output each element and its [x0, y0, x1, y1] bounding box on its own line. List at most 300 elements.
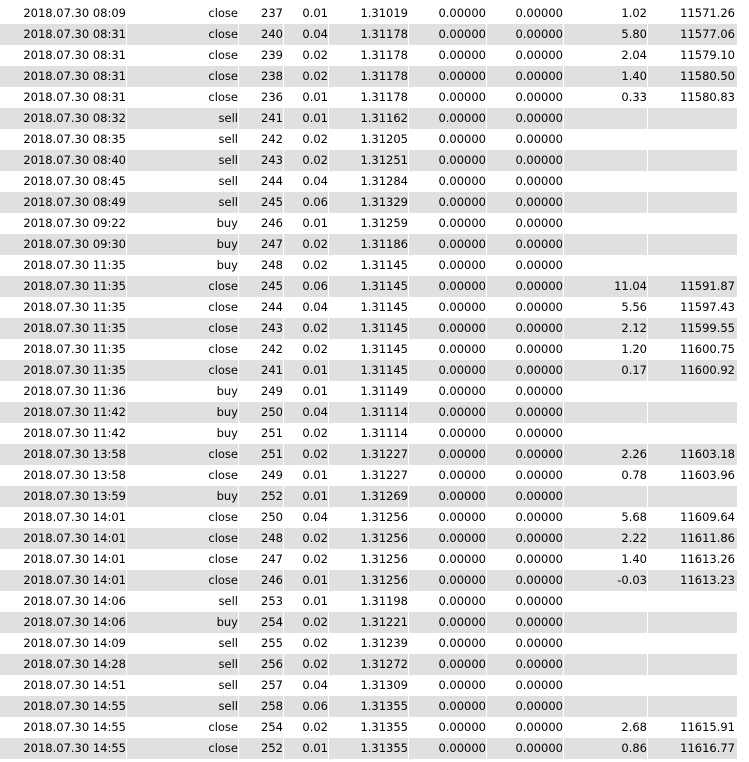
column-divider — [563, 24, 564, 45]
cell-order: 255 — [261, 636, 283, 650]
cell-order: 238 — [261, 69, 283, 83]
cell-price: 1.31114 — [360, 426, 408, 440]
column-divider — [126, 234, 127, 255]
column-divider — [737, 24, 738, 45]
column-divider — [238, 150, 239, 171]
cell-take-profit: 0.00000 — [515, 636, 563, 650]
table-row[interactable] — [0, 507, 738, 528]
cell-take-profit: 0.00000 — [515, 405, 563, 419]
cell-type: close — [208, 6, 238, 20]
cell-order: 254 — [261, 720, 283, 734]
cell-profit — [564, 255, 647, 276]
cell-price: 1.31272 — [360, 657, 408, 671]
column-divider — [563, 339, 564, 360]
cell-take-profit: 0.00000 — [515, 195, 563, 209]
cell-time: 2018.07.30 11:35 — [23, 300, 126, 314]
column-divider — [328, 108, 329, 129]
cell-take-profit: 0.00000 — [515, 699, 563, 713]
cell-balance: 11616.77 — [680, 741, 735, 755]
column-divider — [563, 45, 564, 66]
table-row[interactable] — [0, 381, 738, 402]
cell-profit — [564, 150, 647, 171]
column-divider — [647, 108, 648, 129]
column-divider — [328, 3, 329, 24]
cell-take-profit: 0.00000 — [515, 321, 563, 335]
table-row[interactable] — [0, 444, 738, 465]
table-row[interactable] — [0, 486, 738, 507]
column-divider — [283, 339, 284, 360]
cell-balance: 11613.23 — [680, 573, 735, 587]
column-divider — [737, 570, 738, 591]
cell-time: 2018.07.30 14:06 — [23, 594, 126, 608]
column-divider — [238, 549, 239, 570]
column-divider — [737, 591, 738, 612]
cell-time: 2018.07.30 08:09 — [23, 6, 126, 20]
cell-stop-loss: 0.00000 — [438, 447, 486, 461]
table-row[interactable] — [0, 45, 738, 66]
cell-time: 2018.07.30 08:31 — [23, 27, 126, 41]
cell-type: close — [208, 741, 238, 755]
cell-balance: 11580.50 — [680, 69, 735, 83]
cell-time: 2018.07.30 11:42 — [23, 405, 126, 419]
table-row[interactable] — [0, 276, 738, 297]
column-divider — [238, 255, 239, 276]
table-row[interactable] — [0, 717, 738, 738]
table-row[interactable] — [0, 129, 738, 150]
cell-balance — [648, 234, 735, 255]
column-divider — [486, 171, 487, 192]
column-divider — [283, 423, 284, 444]
column-divider — [563, 234, 564, 255]
column-divider — [737, 192, 738, 213]
column-divider — [408, 612, 409, 633]
cell-time: 2018.07.30 11:42 — [23, 426, 126, 440]
table-row[interactable] — [0, 423, 738, 444]
table-row[interactable] — [0, 612, 738, 633]
cell-price: 1.31145 — [360, 363, 408, 377]
column-divider — [283, 255, 284, 276]
table-row[interactable] — [0, 570, 738, 591]
table-row[interactable] — [0, 192, 738, 213]
column-divider — [328, 570, 329, 591]
cell-price: 1.31205 — [360, 132, 408, 146]
cell-profit — [564, 654, 647, 675]
cell-profit — [564, 591, 647, 612]
cell-size: 0.01 — [302, 6, 328, 20]
column-divider — [126, 570, 127, 591]
cell-take-profit: 0.00000 — [515, 279, 563, 293]
column-divider — [126, 591, 127, 612]
column-divider — [486, 129, 487, 150]
table-row[interactable] — [0, 87, 738, 108]
cell-price: 1.31019 — [360, 6, 408, 20]
column-divider — [238, 87, 239, 108]
column-divider — [647, 381, 648, 402]
cell-order: 258 — [261, 699, 283, 713]
table-row[interactable] — [0, 234, 738, 255]
table-row[interactable] — [0, 255, 738, 276]
column-divider — [126, 66, 127, 87]
column-divider — [283, 66, 284, 87]
column-divider — [408, 738, 409, 759]
column-divider — [238, 738, 239, 759]
column-divider — [238, 528, 239, 549]
column-divider — [328, 213, 329, 234]
column-divider — [408, 591, 409, 612]
cell-price: 1.31355 — [360, 699, 408, 713]
cell-take-profit: 0.00000 — [515, 132, 563, 146]
cell-time: 2018.07.30 11:35 — [23, 321, 126, 335]
cell-type: close — [208, 447, 238, 461]
column-divider — [238, 465, 239, 486]
cell-size: 0.02 — [302, 258, 328, 272]
table-row[interactable] — [0, 528, 738, 549]
column-divider — [283, 318, 284, 339]
column-divider — [737, 696, 738, 717]
table-row[interactable] — [0, 402, 738, 423]
column-divider — [328, 633, 329, 654]
column-divider — [283, 213, 284, 234]
cell-order: 242 — [261, 132, 283, 146]
cell-stop-loss: 0.00000 — [438, 510, 486, 524]
cell-size: 0.04 — [302, 405, 328, 419]
cell-price: 1.31256 — [360, 552, 408, 566]
column-divider — [563, 108, 564, 129]
column-divider — [328, 486, 329, 507]
column-divider — [486, 402, 487, 423]
column-divider — [283, 633, 284, 654]
cell-balance — [648, 171, 735, 192]
cell-type: close — [208, 279, 238, 293]
cell-size: 0.02 — [302, 426, 328, 440]
cell-order: 243 — [261, 153, 283, 167]
cell-order: 240 — [261, 27, 283, 41]
column-divider — [486, 234, 487, 255]
column-divider — [486, 654, 487, 675]
cell-stop-loss: 0.00000 — [438, 594, 486, 608]
column-divider — [563, 549, 564, 570]
column-divider — [408, 45, 409, 66]
column-divider — [238, 213, 239, 234]
column-divider — [238, 45, 239, 66]
cell-profit — [564, 192, 647, 213]
column-divider — [408, 255, 409, 276]
cell-time: 2018.07.30 08:31 — [23, 90, 126, 104]
cell-type: close — [208, 510, 238, 524]
cell-type: sell — [218, 699, 238, 713]
column-divider — [647, 129, 648, 150]
cell-size: 0.02 — [302, 321, 328, 335]
column-divider — [126, 3, 127, 24]
cell-stop-loss: 0.00000 — [438, 90, 486, 104]
cell-time: 2018.07.30 08:45 — [23, 174, 126, 188]
cell-balance: 11600.92 — [680, 363, 735, 377]
column-divider — [563, 486, 564, 507]
table-row[interactable] — [0, 24, 738, 45]
cell-stop-loss: 0.00000 — [438, 405, 486, 419]
cell-size: 0.01 — [302, 363, 328, 377]
column-divider — [126, 612, 127, 633]
cell-order: 250 — [261, 510, 283, 524]
table-row[interactable] — [0, 318, 738, 339]
table-row[interactable] — [0, 675, 738, 696]
cell-type: sell — [218, 153, 238, 167]
column-divider — [737, 255, 738, 276]
cell-size: 0.02 — [302, 132, 328, 146]
column-divider — [328, 150, 329, 171]
column-divider — [238, 696, 239, 717]
column-divider — [563, 255, 564, 276]
column-divider — [283, 717, 284, 738]
cell-type: sell — [218, 174, 238, 188]
column-divider — [737, 423, 738, 444]
column-divider — [126, 675, 127, 696]
cell-time: 2018.07.30 14:01 — [23, 510, 126, 524]
table-row[interactable] — [0, 3, 738, 24]
cell-profit: 2.26 — [621, 447, 647, 461]
table-row[interactable] — [0, 738, 738, 759]
cell-price: 1.31227 — [360, 447, 408, 461]
cell-order: 252 — [261, 489, 283, 503]
column-divider — [486, 675, 487, 696]
cell-type: buy — [216, 405, 238, 419]
column-divider — [126, 465, 127, 486]
column-divider — [328, 549, 329, 570]
cell-balance: 11577.06 — [680, 27, 735, 41]
column-divider — [737, 633, 738, 654]
cell-take-profit: 0.00000 — [515, 363, 563, 377]
cell-take-profit: 0.00000 — [515, 447, 563, 461]
cell-balance: 11615.91 — [680, 720, 735, 734]
cell-stop-loss: 0.00000 — [438, 216, 486, 230]
column-divider — [647, 297, 648, 318]
cell-time: 2018.07.30 09:30 — [23, 237, 126, 251]
cell-price: 1.31251 — [360, 153, 408, 167]
table-row[interactable] — [0, 696, 738, 717]
column-divider — [126, 24, 127, 45]
column-divider — [408, 717, 409, 738]
cell-time: 2018.07.30 14:09 — [23, 636, 126, 650]
column-divider — [647, 87, 648, 108]
column-divider — [126, 129, 127, 150]
column-divider — [647, 318, 648, 339]
column-divider — [283, 108, 284, 129]
cell-time: 2018.07.30 13:58 — [23, 468, 126, 482]
cell-order: 251 — [261, 447, 283, 461]
table-row[interactable] — [0, 360, 738, 381]
column-divider — [328, 129, 329, 150]
cell-time: 2018.07.30 14:01 — [23, 573, 126, 587]
table-row[interactable] — [0, 150, 738, 171]
cell-take-profit: 0.00000 — [515, 6, 563, 20]
cell-take-profit: 0.00000 — [515, 741, 563, 755]
column-divider — [283, 591, 284, 612]
cell-price: 1.31178 — [360, 90, 408, 104]
cell-profit: 1.20 — [621, 342, 647, 356]
cell-balance — [648, 612, 735, 633]
column-divider — [486, 318, 487, 339]
column-divider — [238, 423, 239, 444]
column-divider — [563, 402, 564, 423]
column-divider — [238, 297, 239, 318]
cell-profit — [564, 129, 647, 150]
cell-profit: 5.80 — [621, 27, 647, 41]
cell-stop-loss: 0.00000 — [438, 6, 486, 20]
cell-take-profit: 0.00000 — [515, 531, 563, 545]
cell-balance — [648, 402, 735, 423]
cell-balance: 11580.83 — [680, 90, 735, 104]
cell-order: 247 — [261, 552, 283, 566]
column-divider — [408, 150, 409, 171]
cell-stop-loss: 0.00000 — [438, 426, 486, 440]
cell-balance — [648, 129, 735, 150]
cell-take-profit: 0.00000 — [515, 720, 563, 734]
cell-profit — [564, 486, 647, 507]
cell-type: sell — [218, 111, 238, 125]
column-divider — [647, 150, 648, 171]
column-divider — [408, 570, 409, 591]
cell-order: 256 — [261, 657, 283, 671]
cell-stop-loss: 0.00000 — [438, 552, 486, 566]
cell-profit — [564, 696, 647, 717]
column-divider — [408, 108, 409, 129]
cell-stop-loss: 0.00000 — [438, 741, 486, 755]
cell-stop-loss: 0.00000 — [438, 153, 486, 167]
column-divider — [126, 486, 127, 507]
cell-type: close — [208, 552, 238, 566]
cell-stop-loss: 0.00000 — [438, 657, 486, 671]
cell-type: buy — [216, 384, 238, 398]
column-divider — [328, 255, 329, 276]
column-divider — [328, 87, 329, 108]
table-row[interactable] — [0, 591, 738, 612]
cell-order: 246 — [261, 216, 283, 230]
column-divider — [238, 129, 239, 150]
column-divider — [408, 507, 409, 528]
cell-balance: 11600.75 — [680, 342, 735, 356]
cell-time: 2018.07.30 08:31 — [23, 69, 126, 83]
column-divider — [647, 423, 648, 444]
cell-type: close — [208, 300, 238, 314]
cell-price: 1.31162 — [360, 111, 408, 125]
cell-type: buy — [216, 489, 238, 503]
column-divider — [647, 549, 648, 570]
cell-profit — [564, 633, 647, 654]
column-divider — [737, 276, 738, 297]
cell-price: 1.31145 — [360, 342, 408, 356]
cell-stop-loss: 0.00000 — [438, 342, 486, 356]
cell-stop-loss: 0.00000 — [438, 111, 486, 125]
column-divider — [563, 570, 564, 591]
cell-price: 1.31178 — [360, 27, 408, 41]
cell-type: close — [208, 69, 238, 83]
column-divider — [328, 717, 329, 738]
column-divider — [408, 297, 409, 318]
column-divider — [238, 381, 239, 402]
column-divider — [283, 465, 284, 486]
table-row[interactable] — [0, 339, 738, 360]
table-row[interactable] — [0, 108, 738, 129]
column-divider — [283, 171, 284, 192]
column-divider — [486, 612, 487, 633]
column-divider — [563, 444, 564, 465]
column-divider — [563, 360, 564, 381]
cell-profit: 2.04 — [621, 48, 647, 62]
table-row[interactable] — [0, 213, 738, 234]
cell-stop-loss: 0.00000 — [438, 174, 486, 188]
column-divider — [563, 66, 564, 87]
column-divider — [126, 717, 127, 738]
cell-profit: 0.86 — [621, 741, 647, 755]
cell-time: 2018.07.30 08:40 — [23, 153, 126, 167]
cell-stop-loss: 0.00000 — [438, 573, 486, 587]
column-divider — [737, 108, 738, 129]
column-divider — [563, 633, 564, 654]
column-divider — [238, 360, 239, 381]
column-divider — [563, 696, 564, 717]
cell-stop-loss: 0.00000 — [438, 489, 486, 503]
cell-balance — [648, 486, 735, 507]
table-row[interactable] — [0, 549, 738, 570]
column-divider — [126, 654, 127, 675]
cell-stop-loss: 0.00000 — [438, 384, 486, 398]
cell-balance: 11599.55 — [680, 321, 735, 335]
column-divider — [647, 570, 648, 591]
cell-order: 254 — [261, 615, 283, 629]
column-divider — [126, 255, 127, 276]
cell-price: 1.31259 — [360, 216, 408, 230]
cell-take-profit: 0.00000 — [515, 300, 563, 314]
table-row[interactable] — [0, 297, 738, 318]
cell-price: 1.31227 — [360, 468, 408, 482]
cell-balance: 11611.86 — [680, 531, 735, 545]
column-divider — [328, 45, 329, 66]
column-divider — [737, 129, 738, 150]
column-divider — [408, 549, 409, 570]
table-row[interactable] — [0, 633, 738, 654]
cell-price: 1.31186 — [360, 237, 408, 251]
cell-take-profit: 0.00000 — [515, 258, 563, 272]
column-divider — [737, 360, 738, 381]
cell-balance: 11591.87 — [680, 279, 735, 293]
column-divider — [328, 192, 329, 213]
table-row[interactable] — [0, 654, 738, 675]
cell-profit: 11.04 — [614, 279, 647, 293]
table-row[interactable] — [0, 171, 738, 192]
table-row[interactable] — [0, 66, 738, 87]
column-divider — [737, 738, 738, 759]
column-divider — [408, 360, 409, 381]
column-divider — [283, 381, 284, 402]
cell-type: close — [208, 90, 238, 104]
cell-size: 0.02 — [302, 720, 328, 734]
column-divider — [486, 549, 487, 570]
column-divider — [737, 402, 738, 423]
cell-price: 1.31309 — [360, 678, 408, 692]
cell-stop-loss: 0.00000 — [438, 195, 486, 209]
column-divider — [408, 66, 409, 87]
cell-size: 0.01 — [302, 90, 328, 104]
cell-order: 241 — [261, 363, 283, 377]
column-divider — [328, 507, 329, 528]
column-divider — [647, 234, 648, 255]
column-divider — [238, 654, 239, 675]
column-divider — [408, 381, 409, 402]
table-row[interactable] — [0, 465, 738, 486]
column-divider — [238, 486, 239, 507]
cell-stop-loss: 0.00000 — [438, 69, 486, 83]
column-divider — [238, 339, 239, 360]
